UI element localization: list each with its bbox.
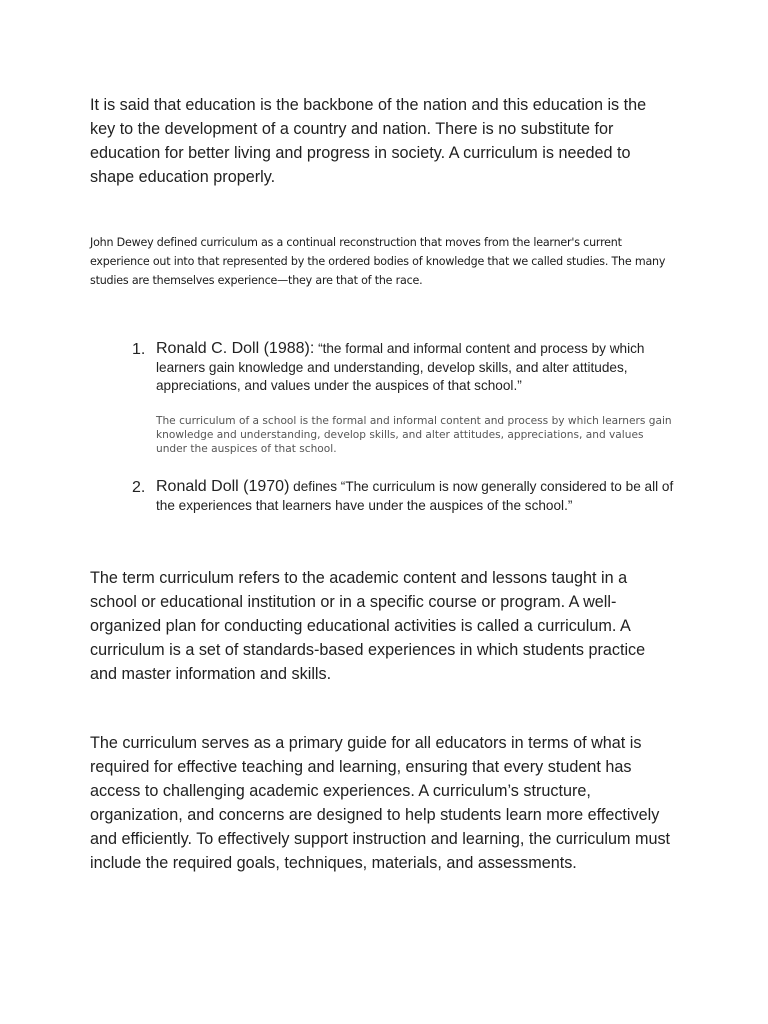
list-item-text: defines “The curriculum is now generally considered to be all of the experiences that learners have under the auspices of the school.” <box>156 479 674 513</box>
list-item-lead: Ronald Doll (1970) <box>156 478 290 495</box>
list-item-body <box>156 478 676 515</box>
intro-paragraph: It is said that education is the backbone of the nation and this education is the key to the development of a country and nation. There is no substitute for education for better living and progress in society. A curriculum is needed to shape education properly. <box>90 96 647 186</box>
curriculum-guide-paragraph: The curriculum serves as a primary guide for all educators in terms of what is required for effective teaching and learning, ensuring that every student has access to challenging academic experiences. A curriculum’s structure, organization, and concerns are designed to help students learn more effectively and efficiently. To effectively support instruction and learning, the curriculum must include the required goals, techniques, materials, and assessments. <box>90 734 671 872</box>
list-item-text: “the formal and informal content and process by which learners gain knowledge and understanding, develop skills, and alter attitudes, appreciations, and values under the auspices of that school.” <box>156 341 645 393</box>
term-curriculum-paragraph: The term curriculum refers to the academic content and lessons taught in a school or educational institution or in a specific course or program. A well-organized plan for conducting educational activities is called a curriculum. A curriculum is a set of standards-based experiences in which students practice and master information and skills. <box>90 569 646 683</box>
list-item-lead: Ronald C. Doll (1988): <box>156 340 315 357</box>
list-item-body <box>156 340 676 396</box>
list-number: 1. <box>132 341 146 358</box>
list-number: 2. <box>132 479 146 496</box>
curriculum-quote-excerpt: The curriculum of a school is the formal and informal content and process by which learners gain knowledge and understanding, develop skills, and alter attitudes, appreciations, and values under the auspices of that school. <box>156 415 672 455</box>
dewey-definition-paragraph: John Dewey defined curriculum as a continual reconstruction that moves from the learner's current experience out into that represented by the ordered bodies of knowledge that we called studies. The many studies are themselves experience—they are that of the race. <box>90 236 666 287</box>
